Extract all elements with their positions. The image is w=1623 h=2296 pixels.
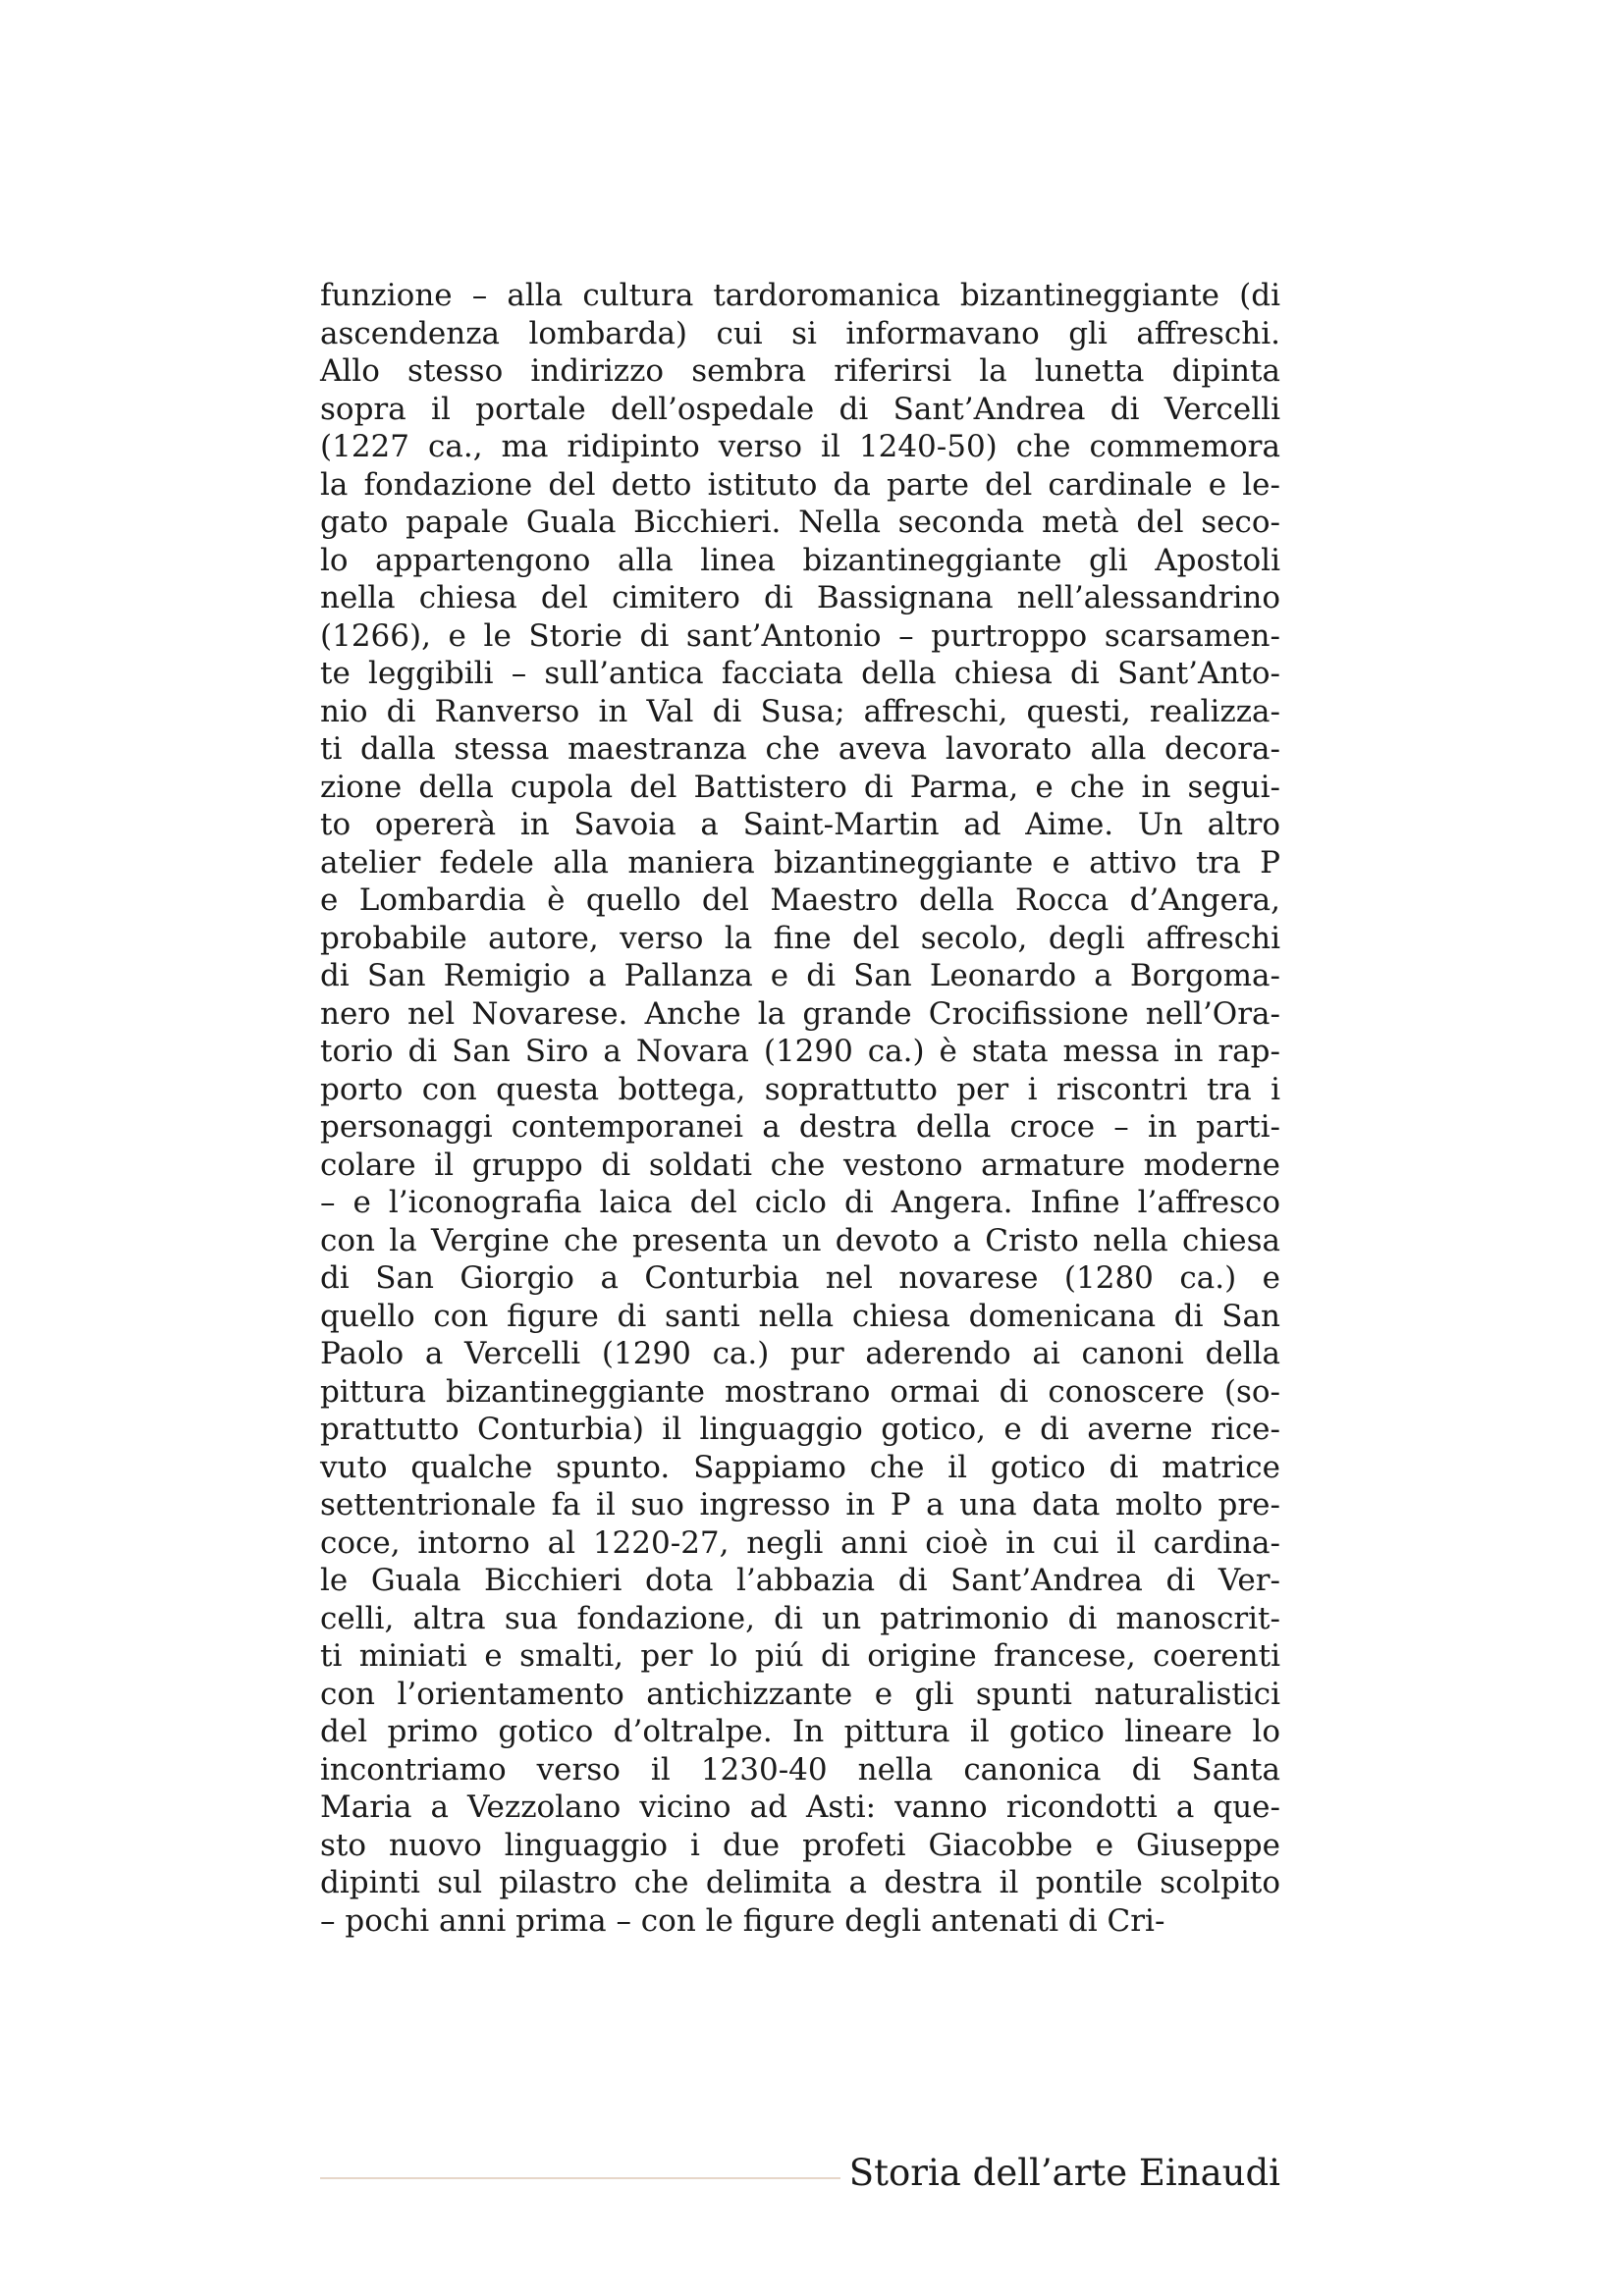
text-line: settentrionale fa il suo ingresso in P a una data molto pre-	[320, 1487, 1280, 1522]
text-line: (1266), e le Storie di sant’Antonio – purtroppo scarsamen-	[320, 617, 1280, 654]
text-line: Allo stesso indirizzo sembra riferirsi la lunetta dipinta	[320, 353, 1280, 389]
text-line: le Guala Bicchieri dota l’abbazia di Sant’Andrea di Ver-	[320, 1563, 1280, 1598]
text-line: di San Remigio a Pallanza e di San Leonardo a Borgoma-	[320, 958, 1280, 993]
text-line: coce, intorno al 1220-27, negli anni cioè in cui il cardina-	[320, 1524, 1280, 1561]
text-line: pittura bizantineggiante mostrano ormai di conoscere (so-	[320, 1373, 1280, 1410]
body-text	[320, 277, 1280, 1940]
text-line: atelier fedele alla maniera bizantineggiante e attivo tra P	[320, 844, 1280, 881]
text-line: nella chiesa del cimitero di Bassignana nell’alessandrino	[320, 580, 1280, 615]
text-line: incontriamo verso il 1230-40 nella canonica di Santa	[320, 1751, 1280, 1788]
text-line: nio di Ranverso in Val di Susa; affreschi, questi, realizza-	[320, 693, 1280, 729]
text-line: sto nuovo linguaggio i due profeti Giacobbe e Giuseppe	[320, 1827, 1280, 1863]
text-line: vuto qualche spunto. Sappiamo che il gotico di matrice	[320, 1449, 1280, 1485]
text-line: Maria a Vezzolano vicino ad Asti: vanno ricondotti a que-	[320, 1789, 1280, 1825]
text-line: con la Vergine che presenta un devoto a Cristo nella chiesa	[320, 1222, 1280, 1258]
text-line: ascendenza lombarda) cui si informavano gli affreschi.	[320, 315, 1280, 351]
text-line: Paolo a Vercelli (1290 ca.) pur aderendo ai canoni della	[320, 1336, 1280, 1371]
text-line: nero nel Novarese. Anche la grande Crocifissione nell’Ora-	[320, 995, 1280, 1032]
text-line: di San Giorgio a Conturbia nel novarese (1280 ca.) e	[320, 1260, 1280, 1296]
text-line: e Lombardia è quello del Maestro della Rocca d’Angera,	[320, 882, 1280, 918]
text-line: sopra il portale dell’ospedale di Sant’Andrea di Vercelli	[320, 391, 1280, 427]
text-line: ti miniati e smalti, per lo piú di origine francese, coerenti	[320, 1638, 1280, 1674]
text-line: – pochi anni prima – con le figure degli antenati di Cri-	[320, 1902, 1165, 1939]
text-line: – e l’iconografia laica del ciclo di Angera. Infine l’affresco	[320, 1185, 1280, 1220]
text-line: quello con figure di santi nella chiesa domenicana di San	[320, 1298, 1280, 1334]
text-line: to opererà in Savoia a Saint-Martin ad Aime. Un altro	[320, 807, 1280, 842]
text-line: personaggi contemporanei a destra della croce – in parti-	[320, 1109, 1280, 1145]
text-line: gato papale Guala Bicchieri. Nella seconda metà del seco-	[320, 505, 1280, 540]
text-line: (1227 ca., ma ridipinto verso il 1240-50) che commemora	[320, 429, 1280, 464]
text-line: colare il gruppo di soldati che vestono armature moderne	[320, 1147, 1280, 1183]
text-line: porto con questa bottega, soprattutto per i riscontri tra i	[320, 1071, 1280, 1107]
text-line: ti dalla stessa maestranza che aveva lavorato alla decora-	[320, 731, 1280, 767]
text-line: la fondazione del detto istituto da parte del cardinale e le-	[320, 466, 1280, 503]
text-line: celli, altra sua fondazione, di un patrimonio di manoscrit-	[320, 1600, 1280, 1636]
text-line: dipinti sul pilastro che delimita a destra il pontile scolpito	[320, 1865, 1280, 1900]
text-line: zione della cupola del Battistero di Parma, e che in segui-	[320, 769, 1280, 805]
text-line: funzione – alla cultura tardoromanica bizantineggiante (di	[320, 278, 1280, 313]
text-line: torio di San Siro a Novara (1290 ca.) è stata messa in rap-	[320, 1034, 1280, 1069]
text-line: del primo gotico d’oltralpe. In pittura il gotico lineare lo	[320, 1714, 1280, 1749]
text-line: prattutto Conturbia) il linguaggio gotico, e di averne rice-	[320, 1412, 1280, 1447]
text-line: lo appartengono alla linea bizantineggiante gli Apostoli	[320, 542, 1280, 578]
text-line: probabile autore, verso la fine del secolo, degli affreschi	[320, 920, 1280, 956]
text-line: con l’orientamento antichizzante e gli spunti naturalistici	[320, 1676, 1280, 1712]
footer-divider	[320, 2177, 840, 2179]
footer-title: Storia dell’arte Einaudi	[848, 2152, 1280, 2194]
text-line: te leggibili – sull’antica facciata della chiesa di Sant’Anto-	[320, 656, 1280, 691]
